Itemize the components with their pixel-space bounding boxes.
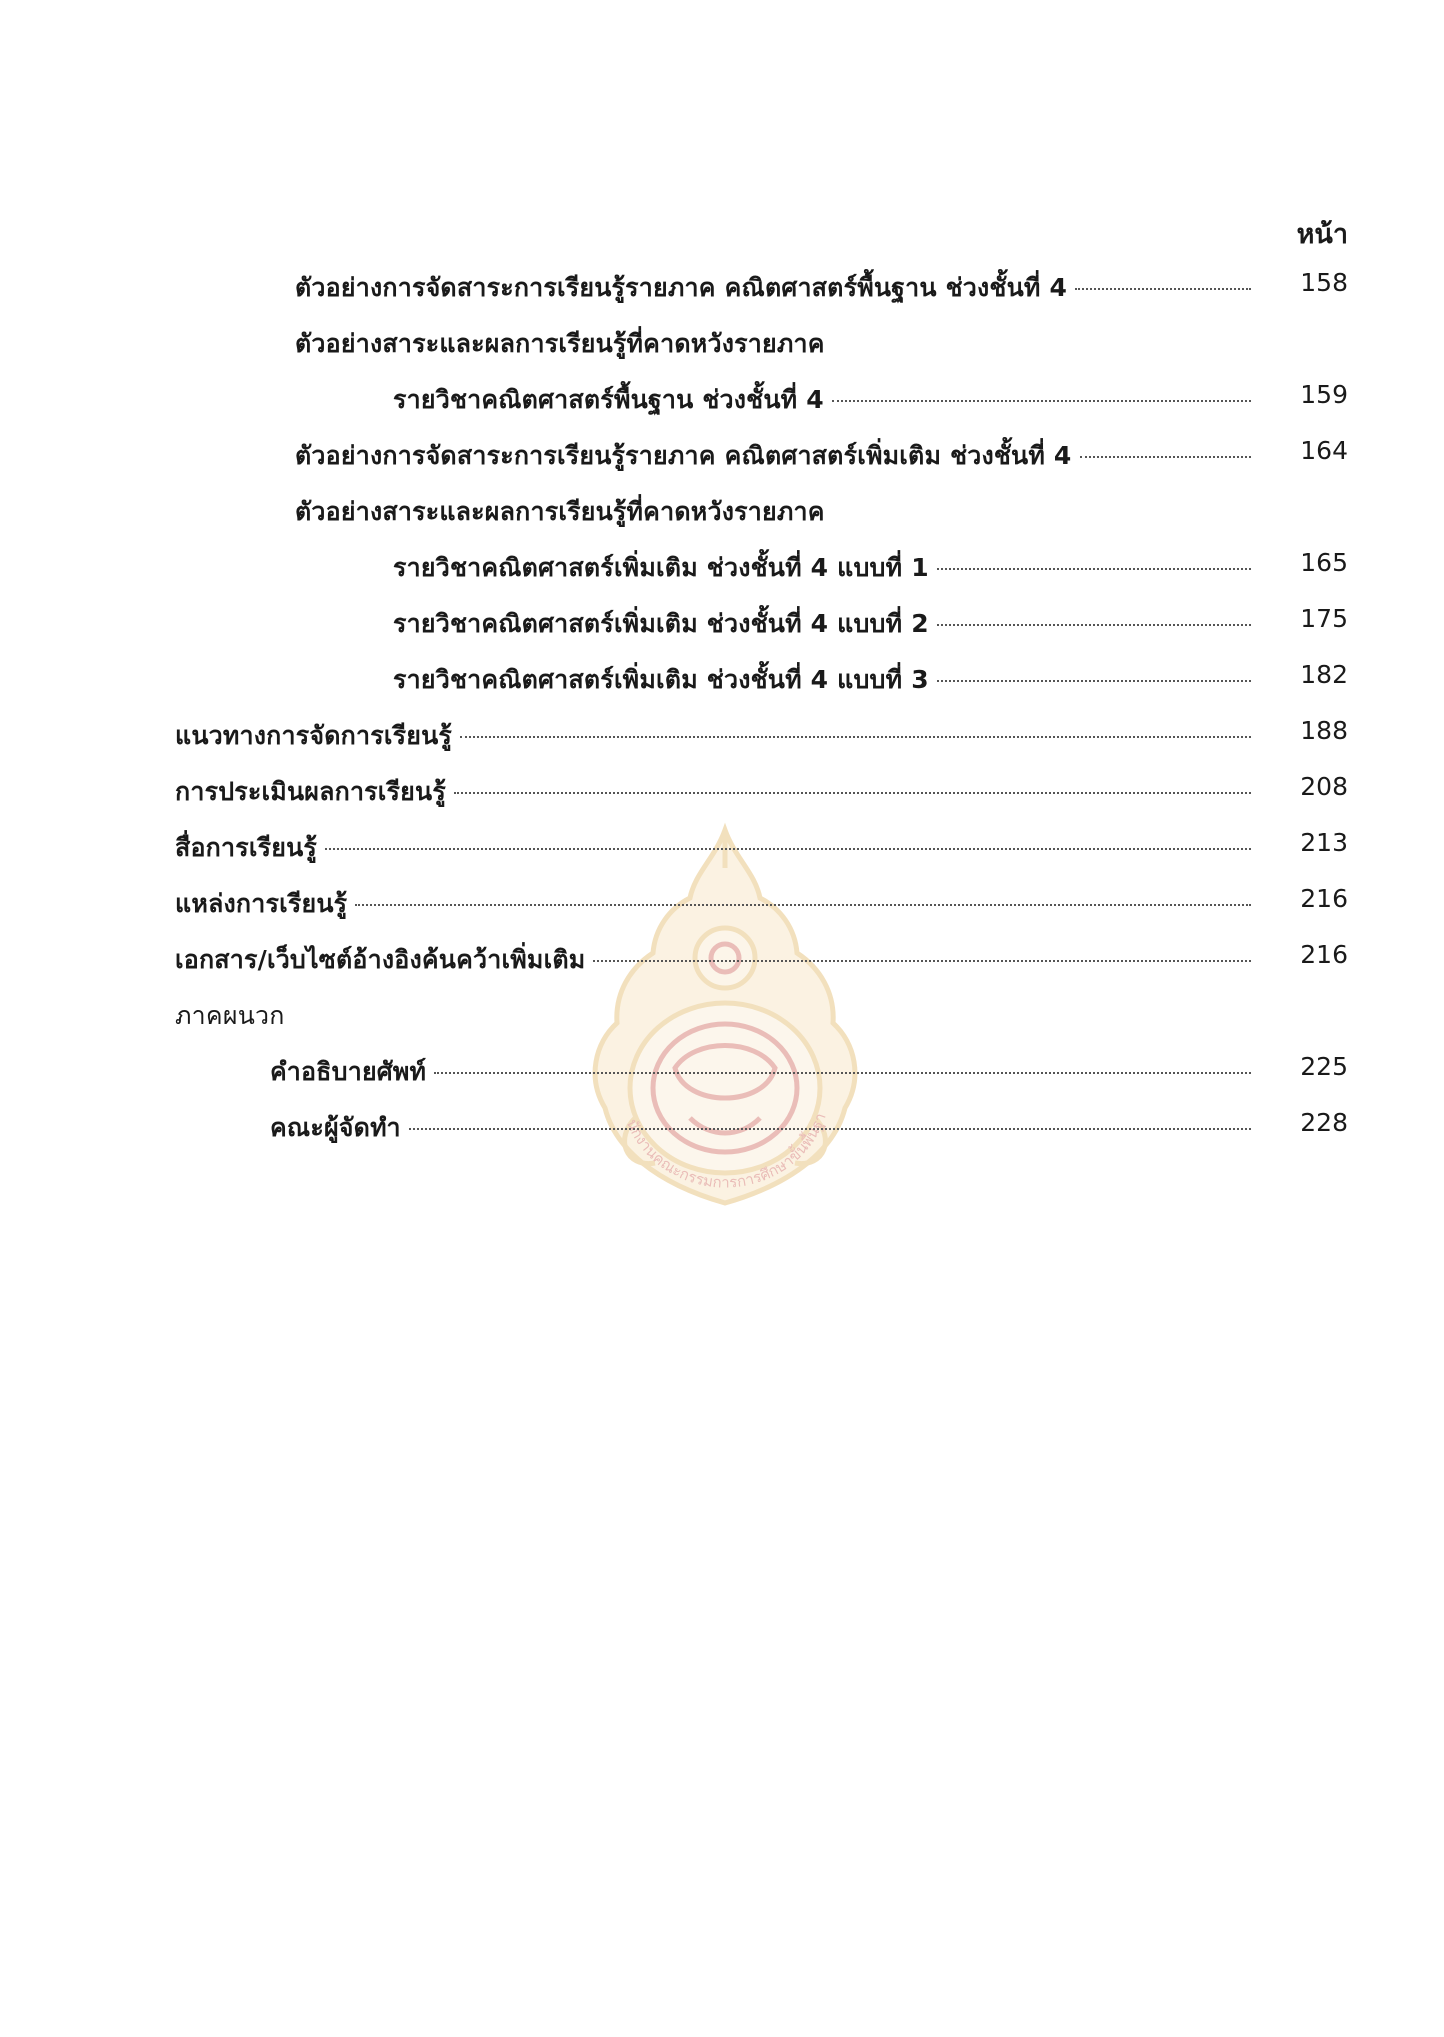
toc-dot-leader [832, 400, 1251, 402]
toc-entry-line [175, 828, 1261, 868]
toc-dot-leader [454, 792, 1251, 794]
toc-entry-title: สื่อการเรียนรู้ [175, 833, 318, 862]
toc-entry-page-number: 175 [1300, 604, 1348, 633]
toc-entry-page-number: 208 [1300, 772, 1348, 801]
toc-entry-title: เอกสาร/เว็บไซต์อ้างอิงค้นคว้าเพิ่มเติม [175, 945, 586, 974]
toc-entry-line [270, 1108, 1261, 1148]
toc-dot-leader [937, 624, 1251, 626]
toc-entry-line [295, 492, 825, 532]
toc-entry-title: ตัวอย่างสาระและผลการเรียนรู้ที่คาดหวังรายภาค [295, 329, 825, 358]
toc-entry [0, 884, 1444, 928]
toc-entry-line [393, 604, 1261, 644]
seal-text: นักงานคณะกรรมการการศึกษาขั้นพื้นฐา [622, 1110, 830, 1192]
toc-entry-title: ตัวอย่างสาระและผลการเรียนรู้ที่คาดหวังรายภาค [295, 497, 825, 526]
toc-entry [0, 436, 1444, 480]
toc-entry-line [270, 1052, 1261, 1092]
toc-entry-page-number: 158 [1300, 268, 1348, 297]
toc-entry [0, 1108, 1444, 1152]
toc-entry-title: ตัวอย่างการจัดสาระการเรียนรู้รายภาค คณิตศาสตร์เพิ่มเติม ช่วงชั้นที่ 4 [295, 441, 1072, 470]
toc-dot-leader [409, 1128, 1251, 1130]
toc-entry-page-number: 216 [1300, 940, 1348, 969]
toc-entry-page-number: 216 [1300, 884, 1348, 913]
toc-dot-leader [325, 848, 1251, 850]
toc-dot-leader [593, 960, 1251, 962]
toc-entry [0, 940, 1444, 984]
toc-entry [0, 1052, 1444, 1096]
toc-entry-title: คณะผู้จัดทำ [270, 1113, 401, 1142]
toc-dot-leader [1080, 456, 1251, 458]
toc-entry-title: รายวิชาคณิตศาสตร์พื้นฐาน ช่วงชั้นที่ 4 [393, 385, 824, 414]
toc-entry [0, 324, 1444, 368]
toc-entry [0, 996, 1444, 1040]
toc-entry-title: รายวิชาคณิตศาสตร์เพิ่มเติม ช่วงชั้นที่ 4 แบบที่ 3 [393, 665, 929, 694]
toc-entry-title: ตัวอย่างการจัดสาระการเรียนรู้รายภาค คณิตศาสตร์พื้นฐาน ช่วงชั้นที่ 4 [295, 273, 1068, 302]
toc-entry-line [175, 716, 1261, 756]
toc-entry-page-number: 159 [1300, 380, 1348, 409]
toc-entry-line [393, 548, 1261, 588]
toc-entry-line [175, 772, 1261, 812]
toc-entry [0, 380, 1444, 424]
toc-entry [0, 268, 1444, 312]
toc-entry-line [393, 660, 1261, 700]
toc-entry-title: แนวทางการจัดการเรียนรู้ [175, 721, 452, 750]
toc-entry-title: การประเมินผลการเรียนรู้ [175, 777, 446, 806]
toc-dot-leader [937, 568, 1251, 570]
toc-entry-page-number: 164 [1300, 436, 1348, 465]
toc-entry-line [175, 996, 285, 1036]
toc-entry [0, 828, 1444, 872]
toc-entry-page-number: 182 [1300, 660, 1348, 689]
toc-entry-title: รายวิชาคณิตศาสตร์เพิ่มเติม ช่วงชั้นที่ 4 แบบที่ 2 [393, 609, 929, 638]
toc-dot-leader [355, 904, 1251, 906]
toc-dot-leader [937, 680, 1251, 682]
toc-entry [0, 772, 1444, 816]
toc-dot-leader [1075, 288, 1251, 290]
toc-entry-page-number: 188 [1300, 716, 1348, 745]
toc-entry [0, 548, 1444, 592]
toc-entry-page-number: 213 [1300, 828, 1348, 857]
toc-entry-line [295, 436, 1261, 476]
toc-entry-line [175, 884, 1261, 924]
toc-entry-page-number: 228 [1300, 1108, 1348, 1137]
toc-entry-title: รายวิชาคณิตศาสตร์เพิ่มเติม ช่วงชั้นที่ 4 แบบที่ 1 [393, 553, 929, 582]
toc-entry-page-number: 165 [1300, 548, 1348, 577]
toc-entry-title: คำอธิบายศัพท์ [270, 1057, 427, 1086]
toc-entry [0, 492, 1444, 536]
toc-entry-title: ภาคผนวก [175, 1001, 285, 1030]
toc-entry [0, 604, 1444, 648]
toc-entry [0, 660, 1444, 704]
toc-entry-title: แหล่งการเรียนรู้ [175, 889, 348, 918]
toc-entry-line [295, 324, 825, 364]
toc-entry [0, 716, 1444, 760]
page-column-header: หน้า [1296, 219, 1348, 250]
toc-dot-leader [434, 1072, 1251, 1074]
toc-entry-line [295, 268, 1261, 308]
toc-entry-page-number: 225 [1300, 1052, 1348, 1081]
toc-entry-line [175, 940, 1261, 980]
toc-entry-line [393, 380, 1261, 420]
toc-dot-leader [460, 736, 1251, 738]
